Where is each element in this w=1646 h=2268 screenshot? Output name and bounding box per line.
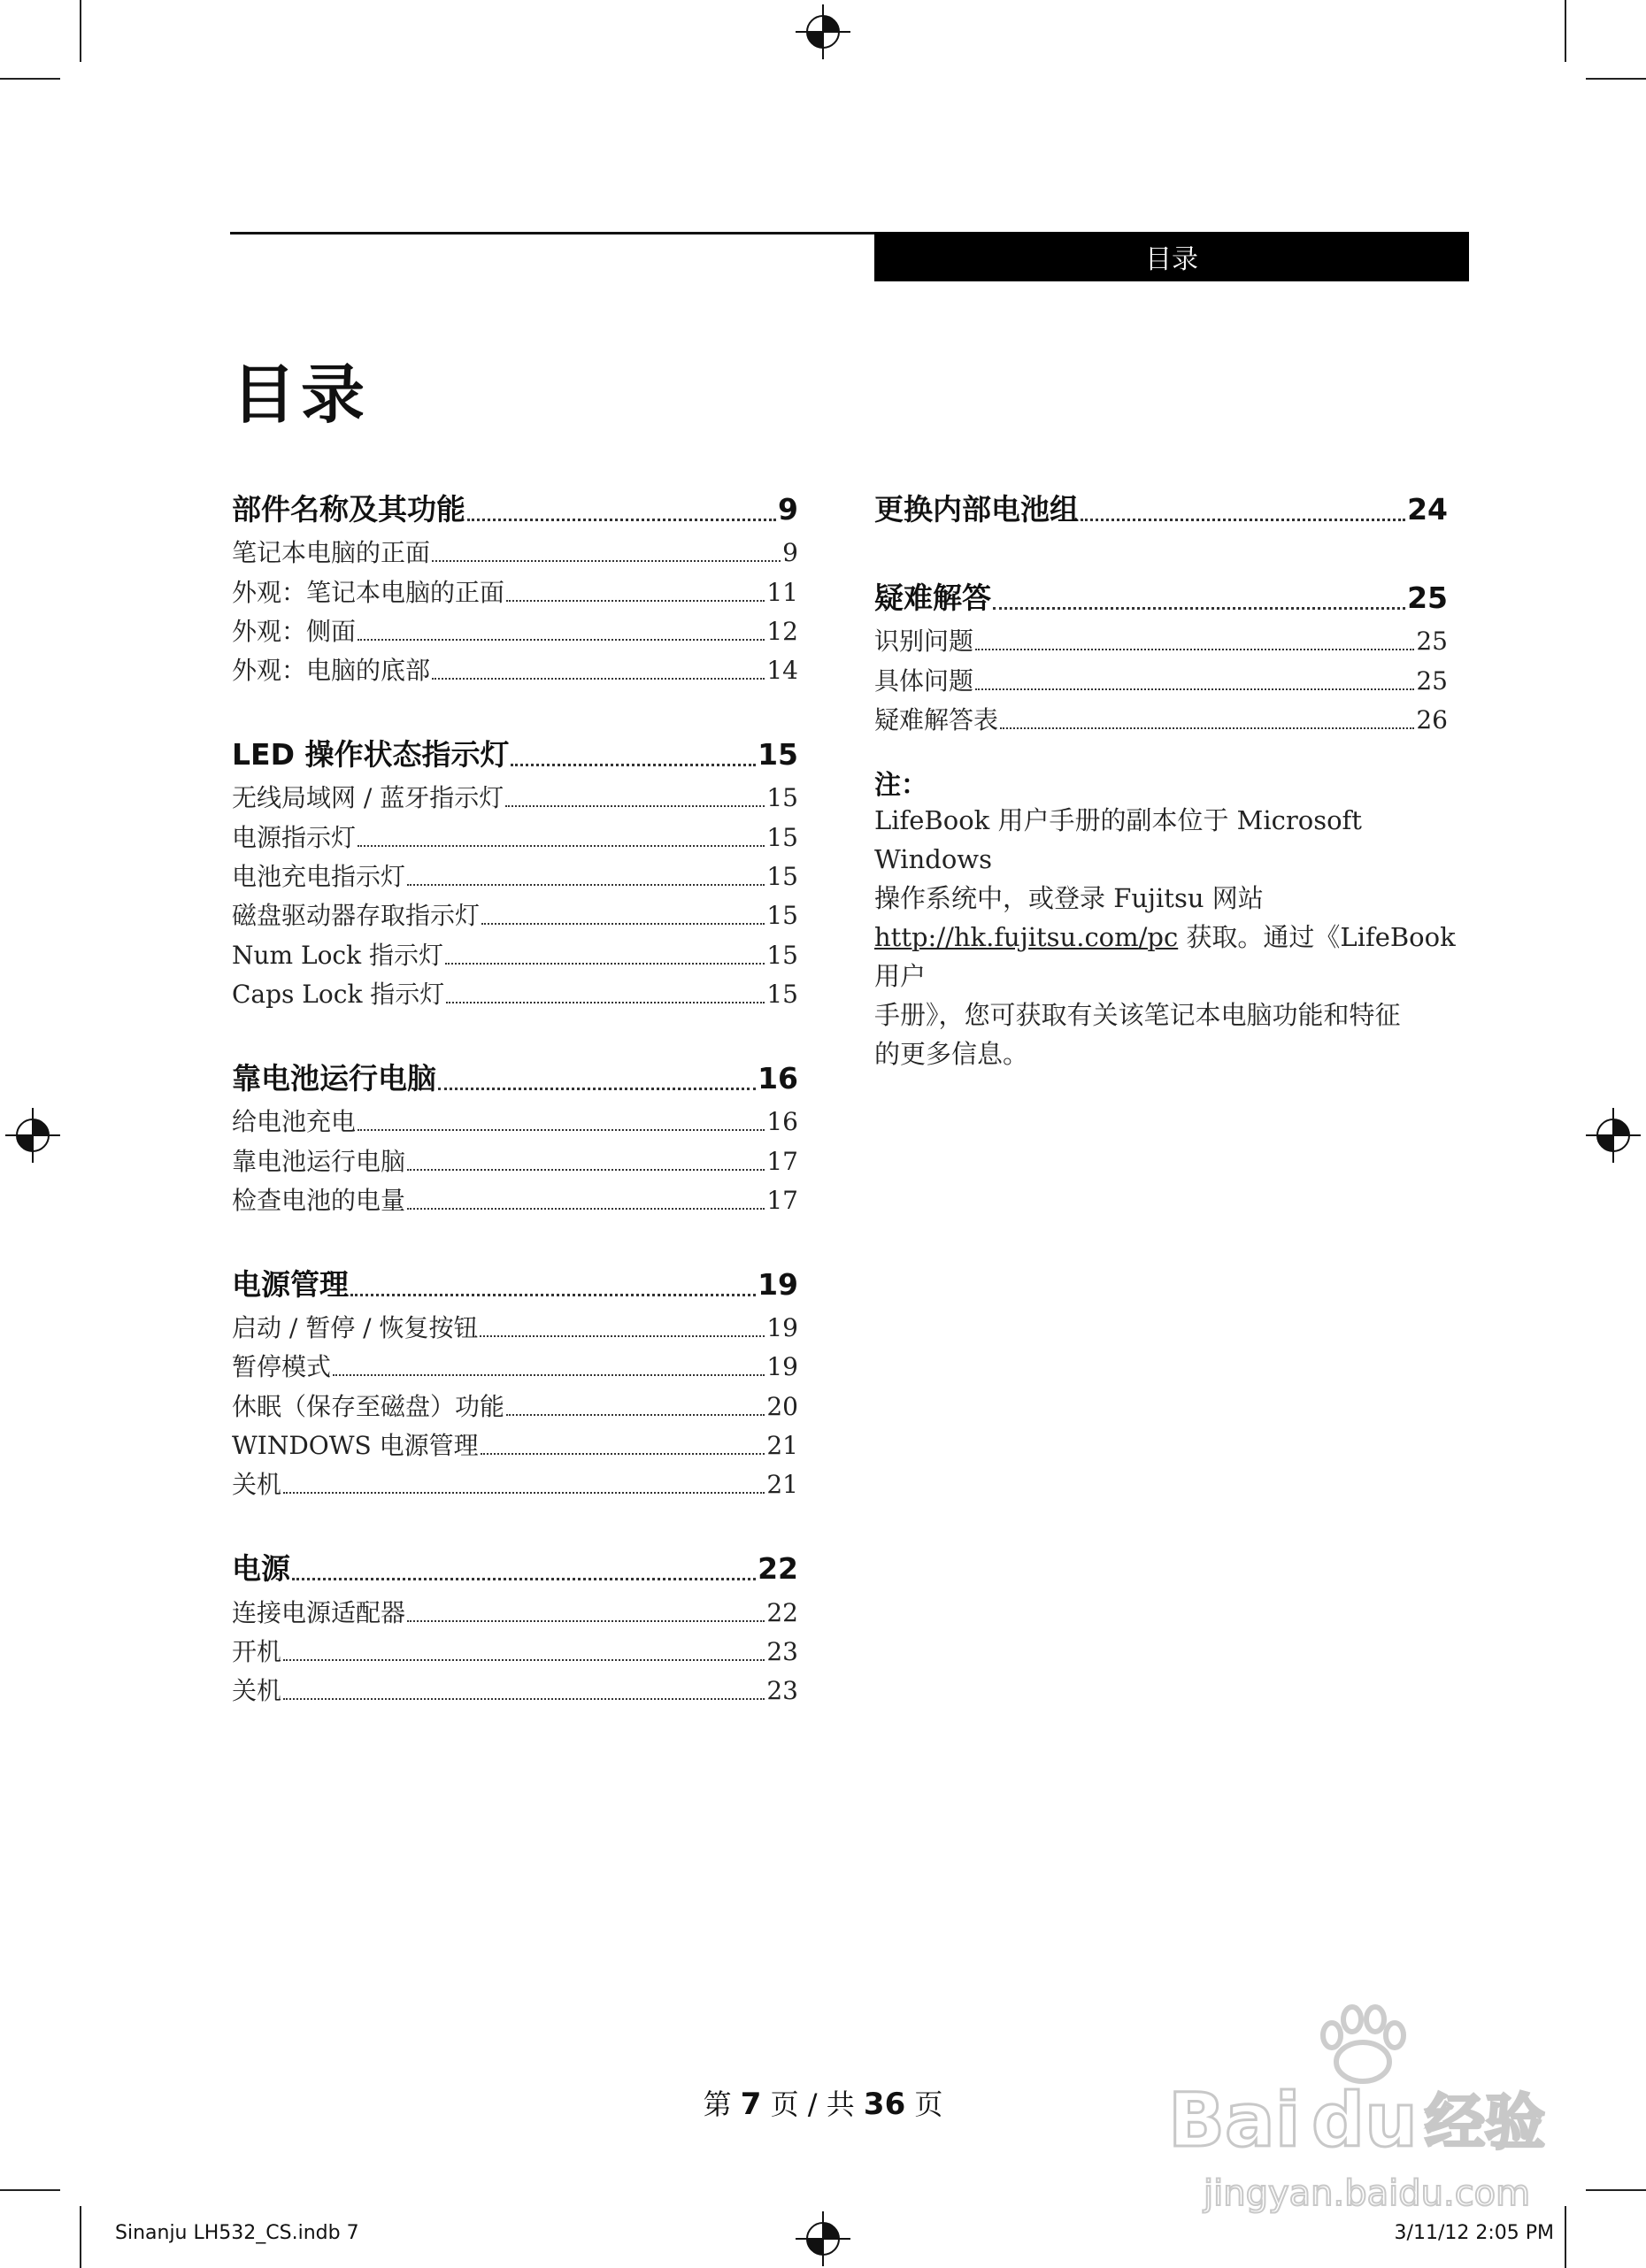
toc-item-title: 无线局域网 / 蓝牙指示灯 bbox=[232, 783, 504, 813]
toc-item[interactable] bbox=[232, 857, 798, 896]
toc-right-column bbox=[874, 486, 1448, 740]
section-label: 目录 bbox=[1145, 244, 1198, 275]
toc-item-page: 21 bbox=[766, 1470, 798, 1500]
toc-item[interactable] bbox=[232, 1672, 798, 1711]
toc-item[interactable] bbox=[232, 975, 798, 1014]
toc-item[interactable] bbox=[232, 896, 798, 935]
dot-leader bbox=[480, 1335, 765, 1337]
toc-item-title: 休眠（保存至磁盘）功能 bbox=[232, 1391, 505, 1421]
toc-item-title: 电源指示灯 bbox=[232, 822, 357, 852]
toc-item-page: 15 bbox=[766, 783, 798, 813]
toc-item[interactable] bbox=[232, 779, 798, 818]
dot-leader bbox=[467, 519, 776, 521]
dot-leader bbox=[506, 1414, 765, 1416]
toc-item-page: 19 bbox=[766, 1352, 798, 1382]
section-gap bbox=[232, 690, 798, 731]
toc-heading-title: 电源 bbox=[232, 1551, 290, 1587]
dot-leader bbox=[407, 1169, 765, 1171]
toc-item-title: 疑难解答表 bbox=[874, 704, 999, 734]
dot-leader bbox=[292, 1578, 756, 1580]
toc-item[interactable] bbox=[232, 1426, 798, 1465]
dot-leader bbox=[481, 923, 765, 925]
dot-leader bbox=[506, 600, 765, 602]
note-line-rest: 获取。通过《LifeBook 用户 bbox=[874, 922, 1456, 991]
svg-text:经验: 经验 bbox=[1425, 2088, 1546, 2158]
toc-item-title: 具体问题 bbox=[874, 665, 974, 696]
toc-item-title: 给电池充电 bbox=[232, 1107, 357, 1137]
toc-item[interactable] bbox=[232, 1633, 798, 1672]
toc-item-page: 21 bbox=[766, 1431, 798, 1461]
crop-mark bbox=[80, 0, 81, 62]
toc-heading-page: 19 bbox=[758, 1266, 798, 1302]
note-line: LifeBook 用户手册的副本位于 Microsoft Windows bbox=[874, 805, 1362, 874]
toc-item-title: 外观：笔记本电脑的正面 bbox=[232, 577, 505, 607]
toc-item-title: 关机 bbox=[232, 1676, 282, 1706]
toc-heading-title: LED 操作状态指示灯 bbox=[232, 737, 510, 773]
toc-item-title: 关机 bbox=[232, 1470, 282, 1500]
toc-heading-page: 16 bbox=[758, 1060, 798, 1096]
toc-item-page: 15 bbox=[766, 940, 798, 970]
toc-heading[interactable] bbox=[232, 1545, 798, 1593]
toc-section bbox=[874, 486, 1448, 534]
dot-leader bbox=[358, 639, 765, 641]
registration-mark-icon bbox=[5, 1108, 60, 1163]
toc-heading-title: 部件名称及其功能 bbox=[232, 492, 465, 527]
toc-item-page: 15 bbox=[766, 979, 798, 1009]
toc-left-column bbox=[232, 486, 798, 1711]
toc-heading-page: 15 bbox=[758, 737, 798, 773]
dot-leader bbox=[283, 1492, 765, 1494]
crop-mark bbox=[80, 2206, 81, 2268]
registration-mark-icon bbox=[796, 2211, 850, 2266]
dot-leader bbox=[432, 560, 781, 562]
toc-item[interactable] bbox=[232, 573, 798, 611]
toc-heading[interactable] bbox=[232, 1055, 798, 1103]
dot-leader bbox=[975, 688, 1414, 690]
toc-item-page: 23 bbox=[766, 1676, 798, 1706]
toc-item-page: 25 bbox=[1416, 627, 1448, 657]
toc-item[interactable] bbox=[874, 622, 1448, 661]
toc-item[interactable] bbox=[232, 818, 798, 857]
toc-item[interactable] bbox=[232, 1593, 798, 1632]
toc-item-title: 外观：电脑的底部 bbox=[232, 656, 431, 686]
section-header-bar bbox=[874, 232, 1469, 281]
svg-text:jingyan.baidu.com: jingyan.baidu.com bbox=[1204, 2173, 1531, 2214]
toc-section bbox=[232, 1545, 798, 1711]
toc-heading[interactable] bbox=[232, 486, 798, 534]
toc-item[interactable] bbox=[874, 701, 1448, 740]
toc-item-page: 26 bbox=[1416, 704, 1448, 734]
toc-item-title: Caps Lock 指示灯 bbox=[232, 979, 445, 1009]
toc-heading-title: 疑难解答 bbox=[874, 580, 991, 615]
toc-item-page: 17 bbox=[766, 1146, 798, 1176]
dot-leader bbox=[481, 1453, 765, 1455]
page-title: 目录 bbox=[232, 357, 371, 432]
page-middle: 页 / 共 bbox=[761, 2087, 864, 2121]
crop-mark bbox=[1586, 2189, 1646, 2191]
file-slug: Sinanju LH532_CS.indb 7 bbox=[115, 2222, 359, 2244]
dot-leader bbox=[283, 1698, 765, 1700]
toc-item[interactable] bbox=[232, 1348, 798, 1387]
note-title: 注： bbox=[874, 770, 927, 801]
section-gap bbox=[874, 534, 1448, 574]
toc-item-page: 15 bbox=[766, 822, 798, 852]
dot-leader bbox=[407, 1208, 765, 1210]
toc-heading-title: 更换内部电池组 bbox=[874, 492, 1079, 527]
section-gap bbox=[232, 1014, 798, 1055]
dot-leader bbox=[1000, 727, 1414, 729]
toc-item-title: 靠电池运行电脑 bbox=[232, 1146, 406, 1176]
toc-item-title: 电池充电指示灯 bbox=[232, 862, 406, 892]
toc-section bbox=[232, 1261, 798, 1504]
dot-leader bbox=[358, 1129, 765, 1131]
toc-item-page: 14 bbox=[766, 656, 798, 686]
toc-section bbox=[232, 486, 798, 690]
note-line bbox=[874, 918, 1469, 996]
toc-item[interactable] bbox=[232, 1465, 798, 1504]
dot-leader bbox=[333, 1374, 765, 1376]
dot-leader bbox=[407, 1620, 765, 1622]
toc-item-title: 连接电源适配器 bbox=[232, 1597, 406, 1627]
dot-leader bbox=[350, 1294, 756, 1296]
toc-item-title: 磁盘驱动器存取指示灯 bbox=[232, 901, 481, 931]
toc-item-page: 11 bbox=[766, 577, 798, 607]
toc-heading[interactable] bbox=[874, 486, 1448, 534]
section-gap bbox=[232, 1504, 798, 1545]
toc-heading-page: 24 bbox=[1407, 492, 1448, 527]
toc-item[interactable] bbox=[232, 1387, 798, 1426]
toc-heading-title: 电源管理 bbox=[232, 1266, 349, 1302]
note-line: 的更多信息。 bbox=[874, 1039, 1029, 1069]
dot-leader bbox=[283, 1659, 765, 1661]
toc-section bbox=[874, 574, 1448, 740]
toc-item[interactable] bbox=[232, 534, 798, 573]
note-line: 手册》，您可获取有关该笔记本电脑功能和特征 bbox=[874, 1000, 1401, 1030]
crop-mark bbox=[0, 2189, 60, 2191]
toc-item[interactable] bbox=[232, 651, 798, 690]
toc-heading[interactable] bbox=[232, 731, 798, 779]
toc-item-title: 开机 bbox=[232, 1636, 282, 1666]
print-date: 3/11/12 2:05 PM bbox=[1394, 2222, 1554, 2244]
dot-leader bbox=[438, 1088, 756, 1090]
toc-item-title: 暂停模式 bbox=[232, 1352, 332, 1382]
toc-item-page: 15 bbox=[766, 901, 798, 931]
dot-leader bbox=[407, 884, 765, 886]
toc-heading-page: 25 bbox=[1407, 580, 1448, 615]
dot-leader bbox=[511, 764, 756, 766]
toc-item-page: 15 bbox=[766, 862, 798, 892]
toc-item[interactable] bbox=[232, 612, 798, 651]
note-line: 操作系统中，或登录 Fujitsu 网站 bbox=[874, 883, 1264, 913]
toc-item-title: 检查电池的电量 bbox=[232, 1185, 406, 1215]
toc-section bbox=[232, 1055, 798, 1220]
toc-item-page: 19 bbox=[766, 1313, 798, 1343]
toc-item-page: 12 bbox=[766, 616, 798, 646]
toc-item-page: 23 bbox=[766, 1636, 798, 1666]
toc-heading-title: 靠电池运行电脑 bbox=[232, 1060, 436, 1096]
total-pages: 36 bbox=[863, 2087, 906, 2122]
dot-leader bbox=[975, 649, 1414, 650]
dot-leader bbox=[358, 845, 765, 847]
fujitsu-link[interactable]: http://hk.fujitsu.com/pc bbox=[874, 922, 1179, 952]
toc-heading-page: 9 bbox=[778, 492, 798, 527]
toc-heading[interactable] bbox=[232, 1261, 798, 1309]
toc-item-title: 外观：侧面 bbox=[232, 616, 357, 646]
toc-item-title: WINDOWS 电源管理 bbox=[232, 1431, 479, 1461]
section-gap bbox=[232, 1220, 798, 1261]
toc-item-page: 22 bbox=[766, 1597, 798, 1627]
toc-item-title: Num Lock 指示灯 bbox=[232, 940, 443, 970]
toc-item-page: 16 bbox=[766, 1107, 798, 1137]
toc-item[interactable] bbox=[874, 661, 1448, 700]
toc-section bbox=[232, 731, 798, 1014]
toc-item[interactable] bbox=[232, 1142, 798, 1180]
toc-heading[interactable] bbox=[874, 574, 1448, 622]
toc-item-page: 9 bbox=[782, 538, 798, 568]
toc-item[interactable] bbox=[232, 1103, 798, 1142]
dot-leader bbox=[445, 963, 765, 965]
toc-item-page: 17 bbox=[766, 1185, 798, 1215]
note-body bbox=[874, 801, 1469, 1073]
toc-item[interactable] bbox=[232, 1181, 798, 1220]
svg-text:du: du bbox=[1311, 2077, 1418, 2164]
baidu-jingyan-watermark-icon bbox=[1159, 2000, 1575, 2221]
page-prefix: 第 bbox=[703, 2087, 741, 2121]
toc-item[interactable] bbox=[232, 1309, 798, 1348]
toc-item-page: 20 bbox=[766, 1391, 798, 1421]
page-suffix: 页 bbox=[905, 2087, 943, 2121]
crop-mark bbox=[0, 78, 60, 80]
dot-leader bbox=[432, 678, 765, 680]
dot-leader bbox=[505, 805, 765, 807]
toc-item-page: 25 bbox=[1416, 665, 1448, 696]
registration-mark-icon bbox=[796, 4, 850, 59]
crop-mark bbox=[1565, 0, 1566, 62]
toc-item-title: 识别问题 bbox=[874, 627, 974, 657]
header-rule bbox=[230, 232, 874, 234]
dot-leader bbox=[446, 1002, 765, 1003]
dot-leader bbox=[1081, 519, 1405, 521]
dot-leader bbox=[993, 607, 1405, 610]
crop-mark bbox=[1586, 78, 1646, 80]
toc-item-title: 笔记本电脑的正面 bbox=[232, 538, 431, 568]
svg-text:Bai: Bai bbox=[1168, 2077, 1301, 2164]
current-page: 7 bbox=[740, 2087, 762, 2122]
toc-item[interactable] bbox=[232, 935, 798, 974]
toc-item-title: 启动 / 暂停 / 恢复按钮 bbox=[232, 1313, 479, 1343]
registration-mark-icon bbox=[1586, 1108, 1641, 1163]
toc-heading-page: 22 bbox=[758, 1551, 798, 1587]
